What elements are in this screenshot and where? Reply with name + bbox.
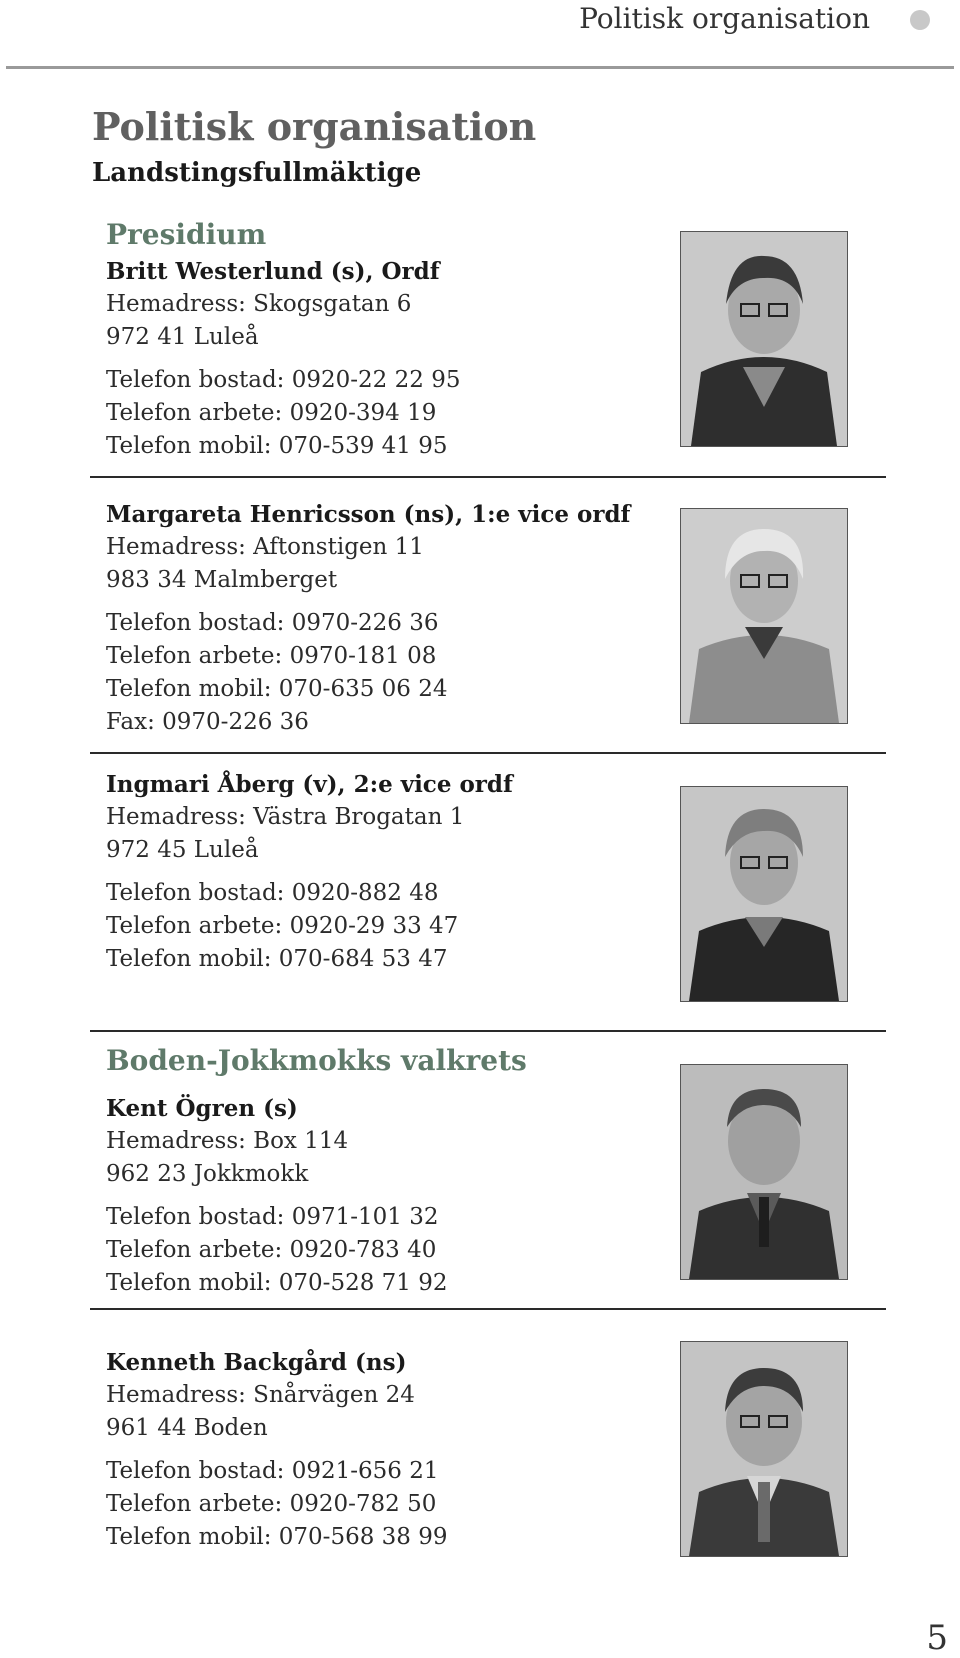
person-name: Kent Ögren (s): [106, 1095, 298, 1122]
person-name: Margareta Henricsson (ns), 1:e vice ordf: [106, 501, 631, 528]
person-address: Hemadress: Aftonstigen 11: [106, 534, 424, 560]
divider: [90, 1030, 886, 1032]
person-phone: Telefon bostad: 0920-882 48: [106, 880, 439, 906]
portrait-photo: [680, 231, 848, 447]
person-phone: Telefon bostad: 0921-656 21: [106, 1458, 439, 1484]
divider: [90, 1308, 886, 1310]
running-header: Politisk organisation: [579, 2, 870, 35]
person-entry: [106, 768, 666, 976]
person-phone: Telefon arbete: 0970-181 08: [106, 643, 437, 669]
person-phone: Telefon arbete: 0920-29 33 47: [106, 913, 459, 939]
page-title: Politisk organisation: [92, 104, 537, 149]
person-address: Hemadress: Skogsgatan 6: [106, 291, 412, 317]
person-address: Hemadress: Västra Brogatan 1: [106, 804, 465, 830]
person-phone: Telefon mobil: 070-568 38 99: [106, 1524, 448, 1550]
divider: [90, 752, 886, 754]
portrait-photo: [680, 1341, 848, 1557]
person-name: Ingmari Åberg (v), 2:e vice ordf: [106, 771, 513, 798]
portrait-photo: [680, 786, 848, 1002]
divider: [90, 476, 886, 478]
person-entry: [106, 255, 666, 463]
person-postal: 961 44 Boden: [106, 1415, 268, 1441]
person-address: Hemadress: Snårvägen 24: [106, 1382, 415, 1408]
page-subtitle: Landstingsfullmäktige: [92, 158, 422, 188]
person-postal: 972 41 Luleå: [106, 324, 259, 350]
person-phone: Telefon mobil: 070-539 41 95: [106, 433, 448, 459]
person-phone: Telefon arbete: 0920-783 40: [106, 1237, 437, 1263]
portrait-photo: [680, 1064, 848, 1280]
person-phone: Telefon bostad: 0970-226 36: [106, 610, 439, 636]
person-phone: Telefon mobil: 070-528 71 92: [106, 1270, 448, 1296]
person-name: Kenneth Backgård (ns): [106, 1349, 407, 1376]
person-entry: [106, 1346, 666, 1554]
section-title-presidium: Presidium: [106, 218, 267, 251]
person-phone: Telefon bostad: 0971-101 32: [106, 1204, 439, 1230]
person-phone: Telefon mobil: 070-635 06 24: [106, 676, 448, 702]
person-phone: Telefon arbete: 0920-782 50: [106, 1491, 437, 1517]
person-phone: Telefon mobil: 070-684 53 47: [106, 946, 448, 972]
person-phone: Telefon arbete: 0920-394 19: [106, 400, 437, 426]
person-postal: 972 45 Luleå: [106, 837, 259, 863]
person-postal: 983 34 Malmberget: [106, 567, 338, 593]
header-rule: [6, 66, 954, 69]
portrait-photo: [680, 508, 848, 724]
person-name: Britt Westerlund (s), Ordf: [106, 258, 440, 285]
person-entry: [106, 1092, 666, 1300]
person-address: Hemadress: Box 114: [106, 1128, 349, 1154]
person-fax: Fax: 0970-226 36: [106, 709, 309, 735]
section-title-boden-jokkmokk: Boden-Jokkmokks valkrets: [106, 1044, 527, 1077]
person-entry: [106, 498, 666, 739]
header-dot-icon: [910, 10, 930, 30]
person-postal: 962 23 Jokkmokk: [106, 1161, 309, 1187]
person-phone: Telefon bostad: 0920-22 22 95: [106, 367, 461, 393]
page-number: 5: [926, 1618, 948, 1658]
